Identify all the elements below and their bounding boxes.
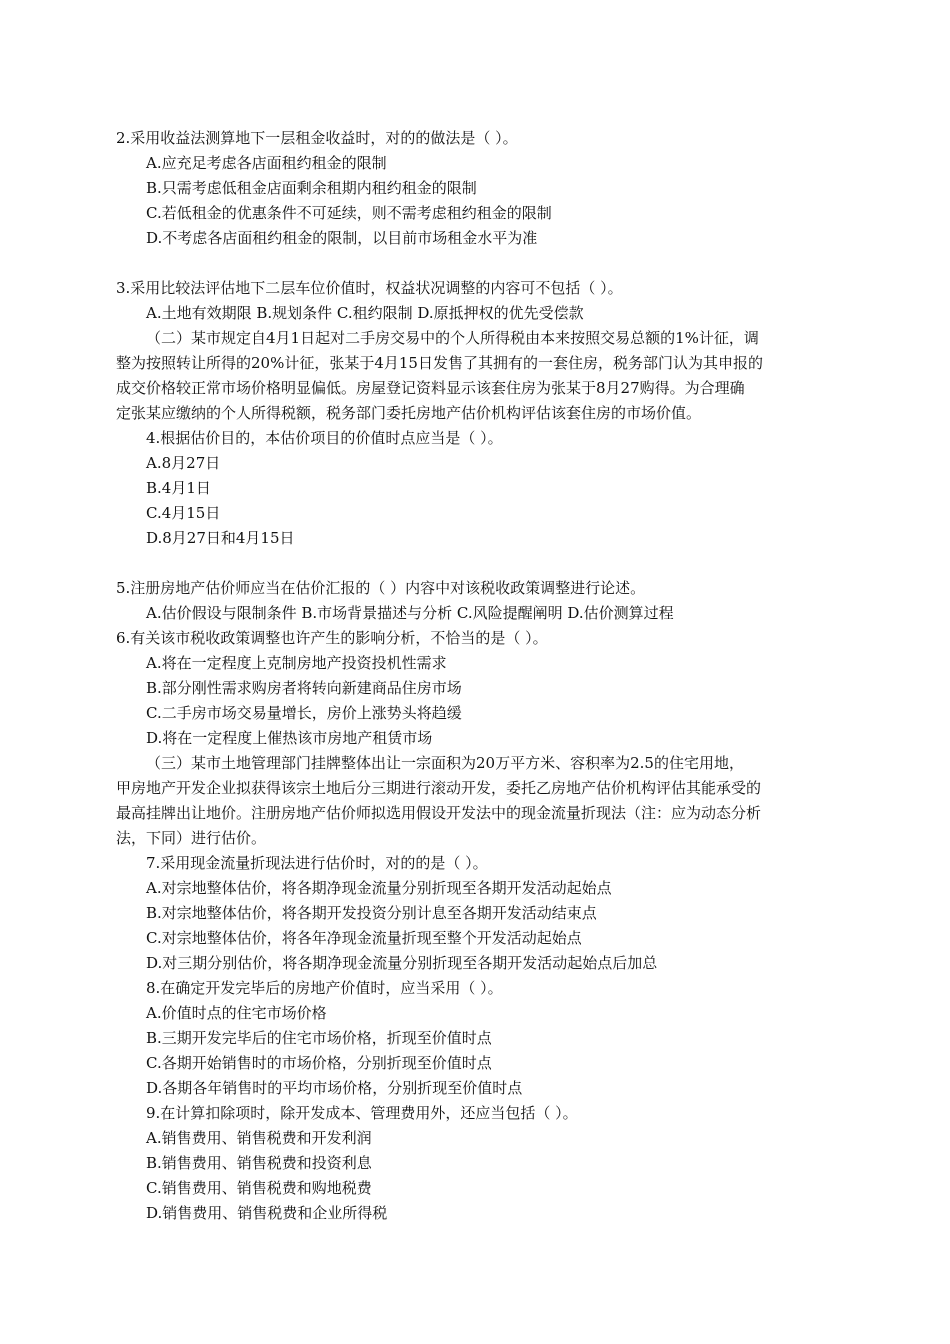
case-3-line-3: 最高挂牌出让地价。注册房地产估价师拟选用假设开发法中的现金流量折现法（注：应为动态分析 [116, 804, 762, 822]
question-7-stem: 7.采用现金流量折现法进行估价时，对的的是（ ）。 [146, 854, 488, 872]
question-8-option-b: B.三期开发完毕后的住宅市场价格，折现至价值时点 [146, 1029, 492, 1047]
question-7-option-d: D.对三期分别估价，将各期净现金流量分别折现至各期开发活动起始点后加总 [146, 954, 658, 972]
question-5-stem: 5.注册房地产估价师应当在估价汇报的（ ）内容中对该税收政策调整进行论述。 [116, 579, 646, 597]
question-2-option-d: D.不考虑各店面租约租金的限制，以目前市场租金水平为准 [146, 229, 538, 247]
question-6-option-c: C.二手房市场交易量增长，房价上涨势头将趋缓 [146, 704, 462, 722]
question-9-option-b: B.销售费用、销售税费和投资利息 [146, 1154, 372, 1172]
question-7-option-a: A.对宗地整体估价，将各期净现金流量分别折现至各期开发活动起始点 [146, 879, 612, 897]
question-8-option-a: A.价值时点的住宅市场价格 [146, 1004, 327, 1022]
case-2-line-3: 成交价格较正常市场价格明显偏低。房屋登记资料显示该套住房为张某于8月27购得。为合理确 [116, 379, 745, 397]
question-6-option-d: D.将在一定程度上催热该市房地产租赁市场 [146, 729, 433, 747]
question-5-options: A.估价假设与限制条件 B.市场背景描述与分析 C.风险提醒阐明 D.估价测算过程 [146, 604, 674, 622]
question-9-option-a: A.销售费用、销售税费和开发利润 [146, 1129, 372, 1147]
question-8-stem: 8.在确定开发完毕后的房地产价值时，应当采用（ ）。 [146, 979, 503, 997]
question-6-stem: 6.有关该市税收政策调整也许产生的影响分析，不恰当的是（ ）。 [116, 629, 548, 647]
case-3-line-4: 法，下同）进行估价。 [116, 829, 267, 847]
question-2-stem: 2.采用收益法测算地下一层租金收益时，对的的做法是（ ）。 [116, 129, 518, 147]
question-8-option-c: C.各期开始销售时的市场价格，分别折现至价值时点 [146, 1054, 492, 1072]
question-4-option-b: B.4月1日 [146, 479, 211, 497]
case-3-line-1: （三）某市土地管理部门挂牌整体出让一宗面积为20万平方米、容积率为2.5的住宅用地， [146, 754, 744, 772]
case-2-line-1: （二）某市规定自4月1日起对二手房交易中的个人所得税由本来按照交易总额的1%计征，调 [146, 329, 759, 347]
question-3-options: A.土地有效期限 B.规划条件 C.租约限制 D.原抵押权的优先受偿款 [146, 304, 584, 322]
question-7-option-b: B.对宗地整体估价，将各期开发投资分别计息至各期开发活动结束点 [146, 904, 597, 922]
question-4-stem: 4.根据估价目的，本估价项目的价值时点应当是（ ）。 [146, 429, 503, 447]
question-2-option-c: C.若低租金的优惠条件不可延续，则不需考虑租约租金的限制 [146, 204, 552, 222]
question-8-option-d: D.各期各年销售时的平均市场价格，分别折现至价值时点 [146, 1079, 523, 1097]
question-4-option-a: A.8月27日 [146, 454, 221, 472]
case-2-line-2: 整为按照转让所得的20%计征，张某于4月15日发售了其拥有的一套住房，税务部门认为其申报的 [116, 354, 763, 372]
question-4-option-d: D.8月27日和4月15日 [146, 529, 295, 547]
question-2-option-b: B.只需考虑低租金店面剩余租期内租约租金的限制 [146, 179, 477, 197]
question-4-option-c: C.4月15日 [146, 504, 221, 522]
question-3-stem: 3.采用比较法评估地下二层车位价值时，权益状况调整的内容可不包括（ ）。 [116, 279, 623, 297]
question-6-option-b: B.部分刚性需求购房者将转向新建商品住房市场 [146, 679, 462, 697]
case-2-line-4: 定张某应缴纳的个人所得税额，税务部门委托房地产估价机构评估该套住房的市场价值。 [116, 404, 702, 422]
case-3-line-2: 甲房地产开发企业拟获得该宗土地后分三期进行滚动开发，委托乙房地产估价机构评估其能承受的 [116, 779, 762, 797]
question-9-option-d: D.销售费用、销售税费和企业所得税 [146, 1204, 388, 1222]
question-6-option-a: A.将在一定程度上克制房地产投资投机性需求 [146, 654, 447, 672]
question-2-option-a: A.应充足考虑各店面租约租金的限制 [146, 154, 387, 172]
question-9-stem: 9.在计算扣除项时，除开发成本、管理费用外，还应当包括（ ）。 [146, 1104, 578, 1122]
question-9-option-c: C.销售费用、销售税费和购地税费 [146, 1179, 372, 1197]
question-7-option-c: C.对宗地整体估价，将各年净现金流量折现至整个开发活动起始点 [146, 929, 582, 947]
